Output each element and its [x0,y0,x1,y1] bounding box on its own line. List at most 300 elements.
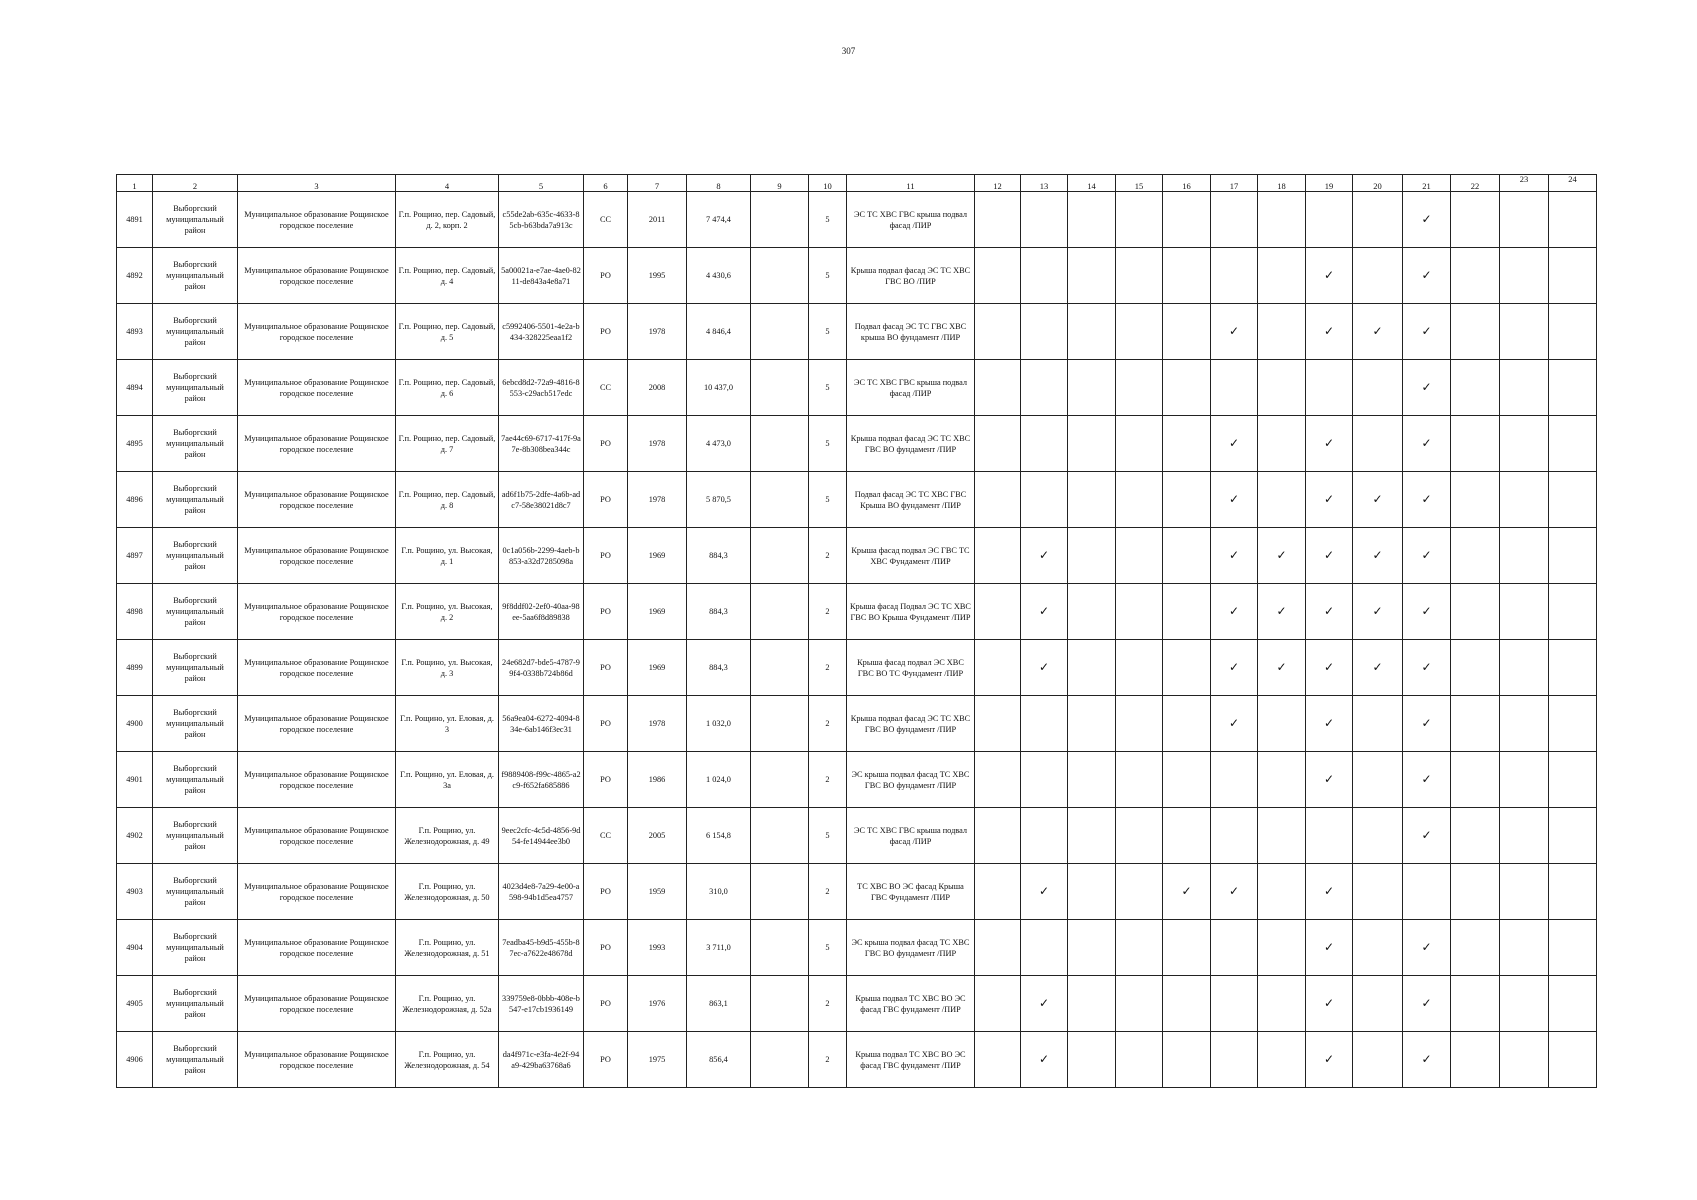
municipality-cell: Муниципальное образование Рощинское городское поселение [238,864,396,920]
col-9-cell [751,192,809,248]
col-14-cell [1068,920,1116,976]
table-row [117,416,1597,472]
check-mark-icon: ✓ [1421,939,1432,954]
district-cell: Выборгский муниципальный район [153,696,238,752]
build-year-cell: 1969 [628,640,687,696]
build-year-cell: 1993 [628,920,687,976]
ownership-type-cell: СС [584,360,628,416]
col-15-cell [1116,752,1163,808]
column-header-3: 3 [238,175,396,192]
col-21-cell [1403,1032,1451,1088]
floors-cell: 2 [809,528,847,584]
table-row [117,976,1597,1032]
check-mark-icon: ✓ [1421,771,1432,786]
col-23-cell [1500,528,1549,584]
col-16-cell [1163,696,1211,752]
col-17-cell [1211,360,1258,416]
check-mark-icon: ✓ [1421,267,1432,282]
col-22-cell [1451,584,1500,640]
check-mark-icon: ✓ [1421,715,1432,730]
col-19-cell [1306,192,1353,248]
col-16-cell [1163,528,1211,584]
col-23-cell [1500,472,1549,528]
col-23-cell [1500,752,1549,808]
col-21-cell [1403,304,1451,360]
column-header-11: 11 [847,175,975,192]
col-13-cell [1021,584,1068,640]
col-24-cell [1549,864,1597,920]
area-cell: 884,3 [687,584,751,640]
col-16-cell [1163,360,1211,416]
area-cell: 1 032,0 [687,696,751,752]
area-cell: 884,3 [687,640,751,696]
check-mark-icon: ✓ [1228,659,1240,674]
table-row [117,528,1597,584]
col-9-cell [751,696,809,752]
col-21-cell [1403,920,1451,976]
col-18-cell [1258,976,1306,1032]
col-22-cell [1451,976,1500,1032]
build-year-cell: 1978 [628,304,687,360]
col-15-cell [1116,1032,1163,1088]
table-row [117,640,1597,696]
col-15-cell [1116,640,1163,696]
check-mark-icon: ✓ [1421,491,1432,506]
column-header-17: 17 [1211,175,1258,192]
municipality-cell: Муниципальное образование Рощинское городское поселение [238,192,396,248]
municipality-cell: Муниципальное образование Рощинское городское поселение [238,696,396,752]
check-mark-icon: ✓ [1228,603,1240,618]
build-year-cell: 1995 [628,248,687,304]
municipality-cell: Муниципальное образование Рощинское городское поселение [238,528,396,584]
col-18-cell [1258,248,1306,304]
col-12-cell [975,472,1021,528]
building-id-cell: 7ae44c69-6717-417f-9a7e-8b308bea344c [499,416,584,472]
district-cell: Выборгский муниципальный район [153,304,238,360]
col-24-cell [1549,696,1597,752]
floors-cell: 2 [809,752,847,808]
column-header-14: 14 [1068,175,1116,192]
col-14-cell [1068,976,1116,1032]
col-9-cell [751,304,809,360]
col-16-cell [1163,976,1211,1032]
check-mark-icon: ✓ [1421,211,1432,226]
check-mark-icon: ✓ [1421,547,1432,562]
district-cell: Выборгский муниципальный район [153,416,238,472]
col-13-cell [1021,920,1068,976]
district-cell: Выборгский муниципальный район [153,920,238,976]
build-year-cell: 1986 [628,752,687,808]
district-cell: Выборгский муниципальный район [153,584,238,640]
row-number-cell: 4906 [117,1032,153,1088]
build-year-cell: 2005 [628,808,687,864]
building-id-cell: 9f8ddf02-2ef0-40aa-98ee-5aa6f8d89838 [499,584,584,640]
col-22-cell [1451,1032,1500,1088]
col-17-cell [1211,864,1258,920]
check-mark-icon: ✓ [1323,435,1335,450]
municipality-cell: Муниципальное образование Рощинское городское поселение [238,472,396,528]
work-types-cell: Крыша фасад подвал ЭС ГВС ТС ХВС Фундамент /ПИР [847,528,975,584]
col-12-cell [975,360,1021,416]
check-mark-icon: ✓ [1323,995,1335,1010]
check-mark-icon: ✓ [1038,1051,1050,1066]
column-header-16: 16 [1163,175,1211,192]
check-mark-icon: ✓ [1228,323,1240,338]
col-17-cell [1211,248,1258,304]
col-14-cell [1068,528,1116,584]
address-cell: Г.п. Рощино, пер. Садовый, д. 6 [396,360,499,416]
building-id-cell: da4f971c-e3fa-4e2f-94a9-429ba63768a6 [499,1032,584,1088]
col-18-cell [1258,808,1306,864]
district-cell: Выборгский муниципальный район [153,976,238,1032]
col-23-cell [1500,360,1549,416]
floors-cell: 5 [809,920,847,976]
municipality-cell: Муниципальное образование Рощинское городское поселение [238,248,396,304]
check-mark-icon: ✓ [1323,323,1335,338]
col-18-cell [1258,920,1306,976]
check-mark-icon: ✓ [1372,547,1383,562]
col-24-cell [1549,976,1597,1032]
col-14-cell [1068,584,1116,640]
col-20-cell [1353,360,1403,416]
district-cell: Выборгский муниципальный район [153,192,238,248]
area-cell: 4 846,4 [687,304,751,360]
header-row [117,175,1597,192]
check-mark-icon: ✓ [1038,883,1050,898]
col-13-cell [1021,752,1068,808]
col-21-cell [1403,640,1451,696]
col-19-cell [1306,696,1353,752]
floors-cell: 5 [809,808,847,864]
col-9-cell [751,1032,809,1088]
col-14-cell [1068,192,1116,248]
col-14-cell [1068,808,1116,864]
build-year-cell: 1959 [628,864,687,920]
check-mark-icon: ✓ [1276,547,1287,562]
col-15-cell [1116,192,1163,248]
col-12-cell [975,976,1021,1032]
column-header-13: 13 [1021,175,1068,192]
building-id-cell: 339759e8-0bbb-408e-b547-e17cb1936149 [499,976,584,1032]
ownership-type-cell: РО [584,416,628,472]
floors-cell: 2 [809,864,847,920]
ownership-type-cell: РО [584,528,628,584]
work-types-cell: ЭС крыша подвал фасад ТС ХВС ГВС ВО фундамент /ПИР [847,920,975,976]
col-12-cell [975,752,1021,808]
ownership-type-cell: СС [584,808,628,864]
col-12-cell [975,808,1021,864]
col-22-cell [1451,360,1500,416]
address-cell: Г.п. Рощино, ул. Высокая, д. 2 [396,584,499,640]
col-22-cell [1451,640,1500,696]
work-types-cell: Крыша подвал фасад ЭС ТС ХВС ГВС ВО /ПИР [847,248,975,304]
column-header-23: 23 [1500,175,1549,192]
col-16-cell [1163,304,1211,360]
col-12-cell [975,1032,1021,1088]
col-17-cell [1211,752,1258,808]
table-row [117,1032,1597,1088]
column-header-9: 9 [751,175,809,192]
col-19-cell [1306,976,1353,1032]
col-19-cell [1306,584,1353,640]
col-12-cell [975,696,1021,752]
col-19-cell [1306,528,1353,584]
col-9-cell [751,640,809,696]
address-cell: Г.п. Рощино, пер. Садовый, д. 2, корп. 2 [396,192,499,248]
address-cell: Г.п. Рощино, ул. Железнодорожная, д. 54 [396,1032,499,1088]
col-12-cell [975,304,1021,360]
col-17-cell [1211,640,1258,696]
col-13-cell [1021,696,1068,752]
work-types-cell: ЭС ТС ХВС ГВС крыша подвал фасад /ПИР [847,808,975,864]
row-number-cell: 4897 [117,528,153,584]
col-23-cell [1500,808,1549,864]
municipality-cell: Муниципальное образование Рощинское городское поселение [238,976,396,1032]
col-23-cell [1500,192,1549,248]
check-mark-icon: ✓ [1228,883,1240,898]
floors-cell: 2 [809,696,847,752]
floors-cell: 2 [809,976,847,1032]
col-13-cell [1021,976,1068,1032]
col-21-cell [1403,864,1451,920]
column-header-7: 7 [628,175,687,192]
col-16-cell [1163,416,1211,472]
col-23-cell [1500,584,1549,640]
col-19-cell [1306,920,1353,976]
column-header-8: 8 [687,175,751,192]
row-number-cell: 4902 [117,808,153,864]
col-9-cell [751,248,809,304]
check-mark-icon: ✓ [1372,603,1383,618]
col-15-cell [1116,696,1163,752]
building-id-cell: 56a9ea04-6272-4094-834e-6ab146f3ec31 [499,696,584,752]
row-number-cell: 4900 [117,696,153,752]
address-cell: Г.п. Рощино, ул. Еловая, д. 3а [396,752,499,808]
col-13-cell [1021,304,1068,360]
district-cell: Выборгский муниципальный район [153,640,238,696]
check-mark-icon: ✓ [1038,995,1050,1010]
col-19-cell [1306,472,1353,528]
check-mark-icon: ✓ [1323,1051,1335,1066]
col-21-cell [1403,584,1451,640]
municipality-cell: Муниципальное образование Рощинское городское поселение [238,808,396,864]
column-header-22: 22 [1451,175,1500,192]
column-header-6: 6 [584,175,628,192]
building-id-cell: 9eec2cfc-4c5d-4856-9d54-fe14944ee3b0 [499,808,584,864]
col-16-cell [1163,920,1211,976]
col-9-cell [751,528,809,584]
ownership-type-cell: РО [584,584,628,640]
col-17-cell [1211,696,1258,752]
work-types-cell: Крыша подвал ТС ХВС ВО ЭС фасад ГВС фундамент /ПИР [847,1032,975,1088]
table-row [117,864,1597,920]
col-20-cell [1353,192,1403,248]
district-cell: Выборгский муниципальный район [153,1032,238,1088]
col-24-cell [1549,304,1597,360]
col-18-cell [1258,696,1306,752]
check-mark-icon: ✓ [1228,547,1240,562]
col-22-cell [1451,528,1500,584]
col-18-cell [1258,584,1306,640]
col-15-cell [1116,416,1163,472]
building-id-cell: 0c1a056b-2299-4aeb-b853-a32d7285098a [499,528,584,584]
col-19-cell [1306,416,1353,472]
col-9-cell [751,472,809,528]
col-22-cell [1451,248,1500,304]
build-year-cell: 1978 [628,696,687,752]
col-15-cell [1116,528,1163,584]
col-13-cell [1021,864,1068,920]
municipality-cell: Муниципальное образование Рощинское городское поселение [238,416,396,472]
col-20-cell [1353,416,1403,472]
col-22-cell [1451,192,1500,248]
col-9-cell [751,976,809,1032]
col-17-cell [1211,976,1258,1032]
col-15-cell [1116,584,1163,640]
col-23-cell [1500,416,1549,472]
col-14-cell [1068,472,1116,528]
col-17-cell [1211,920,1258,976]
col-14-cell [1068,640,1116,696]
col-16-cell [1163,640,1211,696]
check-mark-icon: ✓ [1228,491,1240,506]
column-header-10: 10 [809,175,847,192]
col-21-cell [1403,416,1451,472]
col-20-cell [1353,472,1403,528]
col-20-cell [1353,976,1403,1032]
col-19-cell [1306,304,1353,360]
table-row [117,808,1597,864]
address-cell: Г.п. Рощино, пер. Садовый, д. 7 [396,416,499,472]
col-9-cell [751,584,809,640]
col-20-cell [1353,584,1403,640]
col-24-cell [1549,808,1597,864]
building-id-cell: 24e682d7-bde5-4787-99f4-0338b724b86d [499,640,584,696]
ownership-type-cell: РО [584,920,628,976]
col-13-cell [1021,192,1068,248]
col-15-cell [1116,360,1163,416]
floors-cell: 5 [809,472,847,528]
col-24-cell [1549,416,1597,472]
col-24-cell [1549,192,1597,248]
address-cell: Г.п. Рощино, ул. Железнодорожная, д. 50 [396,864,499,920]
col-13-cell [1021,528,1068,584]
col-21-cell [1403,752,1451,808]
address-cell: Г.п. Рощино, ул. Еловая, д. 3 [396,696,499,752]
col-24-cell [1549,920,1597,976]
col-13-cell [1021,360,1068,416]
build-year-cell: 1978 [628,472,687,528]
col-16-cell [1163,584,1211,640]
col-22-cell [1451,472,1500,528]
column-header-2: 2 [153,175,238,192]
col-19-cell [1306,808,1353,864]
building-id-cell: f9889408-f99c-4865-a2c9-f652fa685886 [499,752,584,808]
col-15-cell [1116,304,1163,360]
col-23-cell [1500,976,1549,1032]
building-id-cell: 7eadba45-b9d5-455b-87ec-a7622e48678d [499,920,584,976]
column-header-15: 15 [1116,175,1163,192]
col-14-cell [1068,248,1116,304]
col-12-cell [975,920,1021,976]
col-13-cell [1021,472,1068,528]
col-18-cell [1258,640,1306,696]
col-12-cell [975,640,1021,696]
area-cell: 884,3 [687,528,751,584]
col-18-cell [1258,472,1306,528]
check-mark-icon: ✓ [1421,827,1432,842]
col-22-cell [1451,416,1500,472]
check-mark-icon: ✓ [1323,267,1335,282]
address-cell: Г.п. Рощино, ул. Высокая, д. 1 [396,528,499,584]
table-row [117,248,1597,304]
col-17-cell [1211,808,1258,864]
check-mark-icon: ✓ [1372,323,1383,338]
work-types-cell: Крыша фасад Подвал ЭС ТС ХВС ГВС ВО Крыша Фундамент /ПИР [847,584,975,640]
col-24-cell [1549,640,1597,696]
work-types-cell: ЭС крыша подвал фасад ТС ХВС ГВС ВО фундамент /ПИР [847,752,975,808]
col-20-cell [1353,528,1403,584]
ownership-type-cell: РО [584,976,628,1032]
row-number-cell: 4904 [117,920,153,976]
col-9-cell [751,864,809,920]
col-24-cell [1549,248,1597,304]
col-17-cell [1211,1032,1258,1088]
col-13-cell [1021,1032,1068,1088]
col-21-cell [1403,528,1451,584]
table-row [117,304,1597,360]
col-9-cell [751,920,809,976]
check-mark-icon: ✓ [1323,939,1335,954]
work-types-cell: Крыша подвал фасад ЭС ТС ХВС ГВС ВО фундамент /ПИР [847,696,975,752]
col-23-cell [1500,696,1549,752]
check-mark-icon: ✓ [1323,659,1335,674]
col-16-cell [1163,864,1211,920]
district-cell: Выборгский муниципальный район [153,808,238,864]
col-22-cell [1451,920,1500,976]
work-types-cell: ТС ХВС ВО ЭС фасад Крыша ГВС Фундамент /ПИР [847,864,975,920]
col-15-cell [1116,248,1163,304]
check-mark-icon: ✓ [1421,379,1432,394]
check-mark-icon: ✓ [1228,435,1240,450]
col-22-cell [1451,864,1500,920]
col-16-cell [1163,472,1211,528]
col-17-cell [1211,416,1258,472]
check-mark-icon: ✓ [1323,715,1335,730]
col-9-cell [751,360,809,416]
district-cell: Выборгский муниципальный район [153,752,238,808]
table-row [117,752,1597,808]
col-20-cell [1353,864,1403,920]
col-20-cell [1353,808,1403,864]
row-number-cell: 4899 [117,640,153,696]
municipality-cell: Муниципальное образование Рощинское городское поселение [238,752,396,808]
check-mark-icon: ✓ [1372,659,1383,674]
check-mark-icon: ✓ [1038,547,1050,562]
col-22-cell [1451,808,1500,864]
building-id-cell: ad6f1b75-2dfe-4a6b-adc7-58e38021d8c7 [499,472,584,528]
build-year-cell: 1975 [628,1032,687,1088]
col-12-cell [975,528,1021,584]
ownership-type-cell: РО [584,864,628,920]
table-row [117,696,1597,752]
col-23-cell [1500,304,1549,360]
work-types-cell: Крыша подвал фасад ЭС ТС ХВС ГВС ВО фундамент /ПИР [847,416,975,472]
column-header-5: 5 [499,175,584,192]
col-9-cell [751,416,809,472]
municipality-cell: Муниципальное образование Рощинское городское поселение [238,584,396,640]
area-cell: 856,4 [687,1032,751,1088]
